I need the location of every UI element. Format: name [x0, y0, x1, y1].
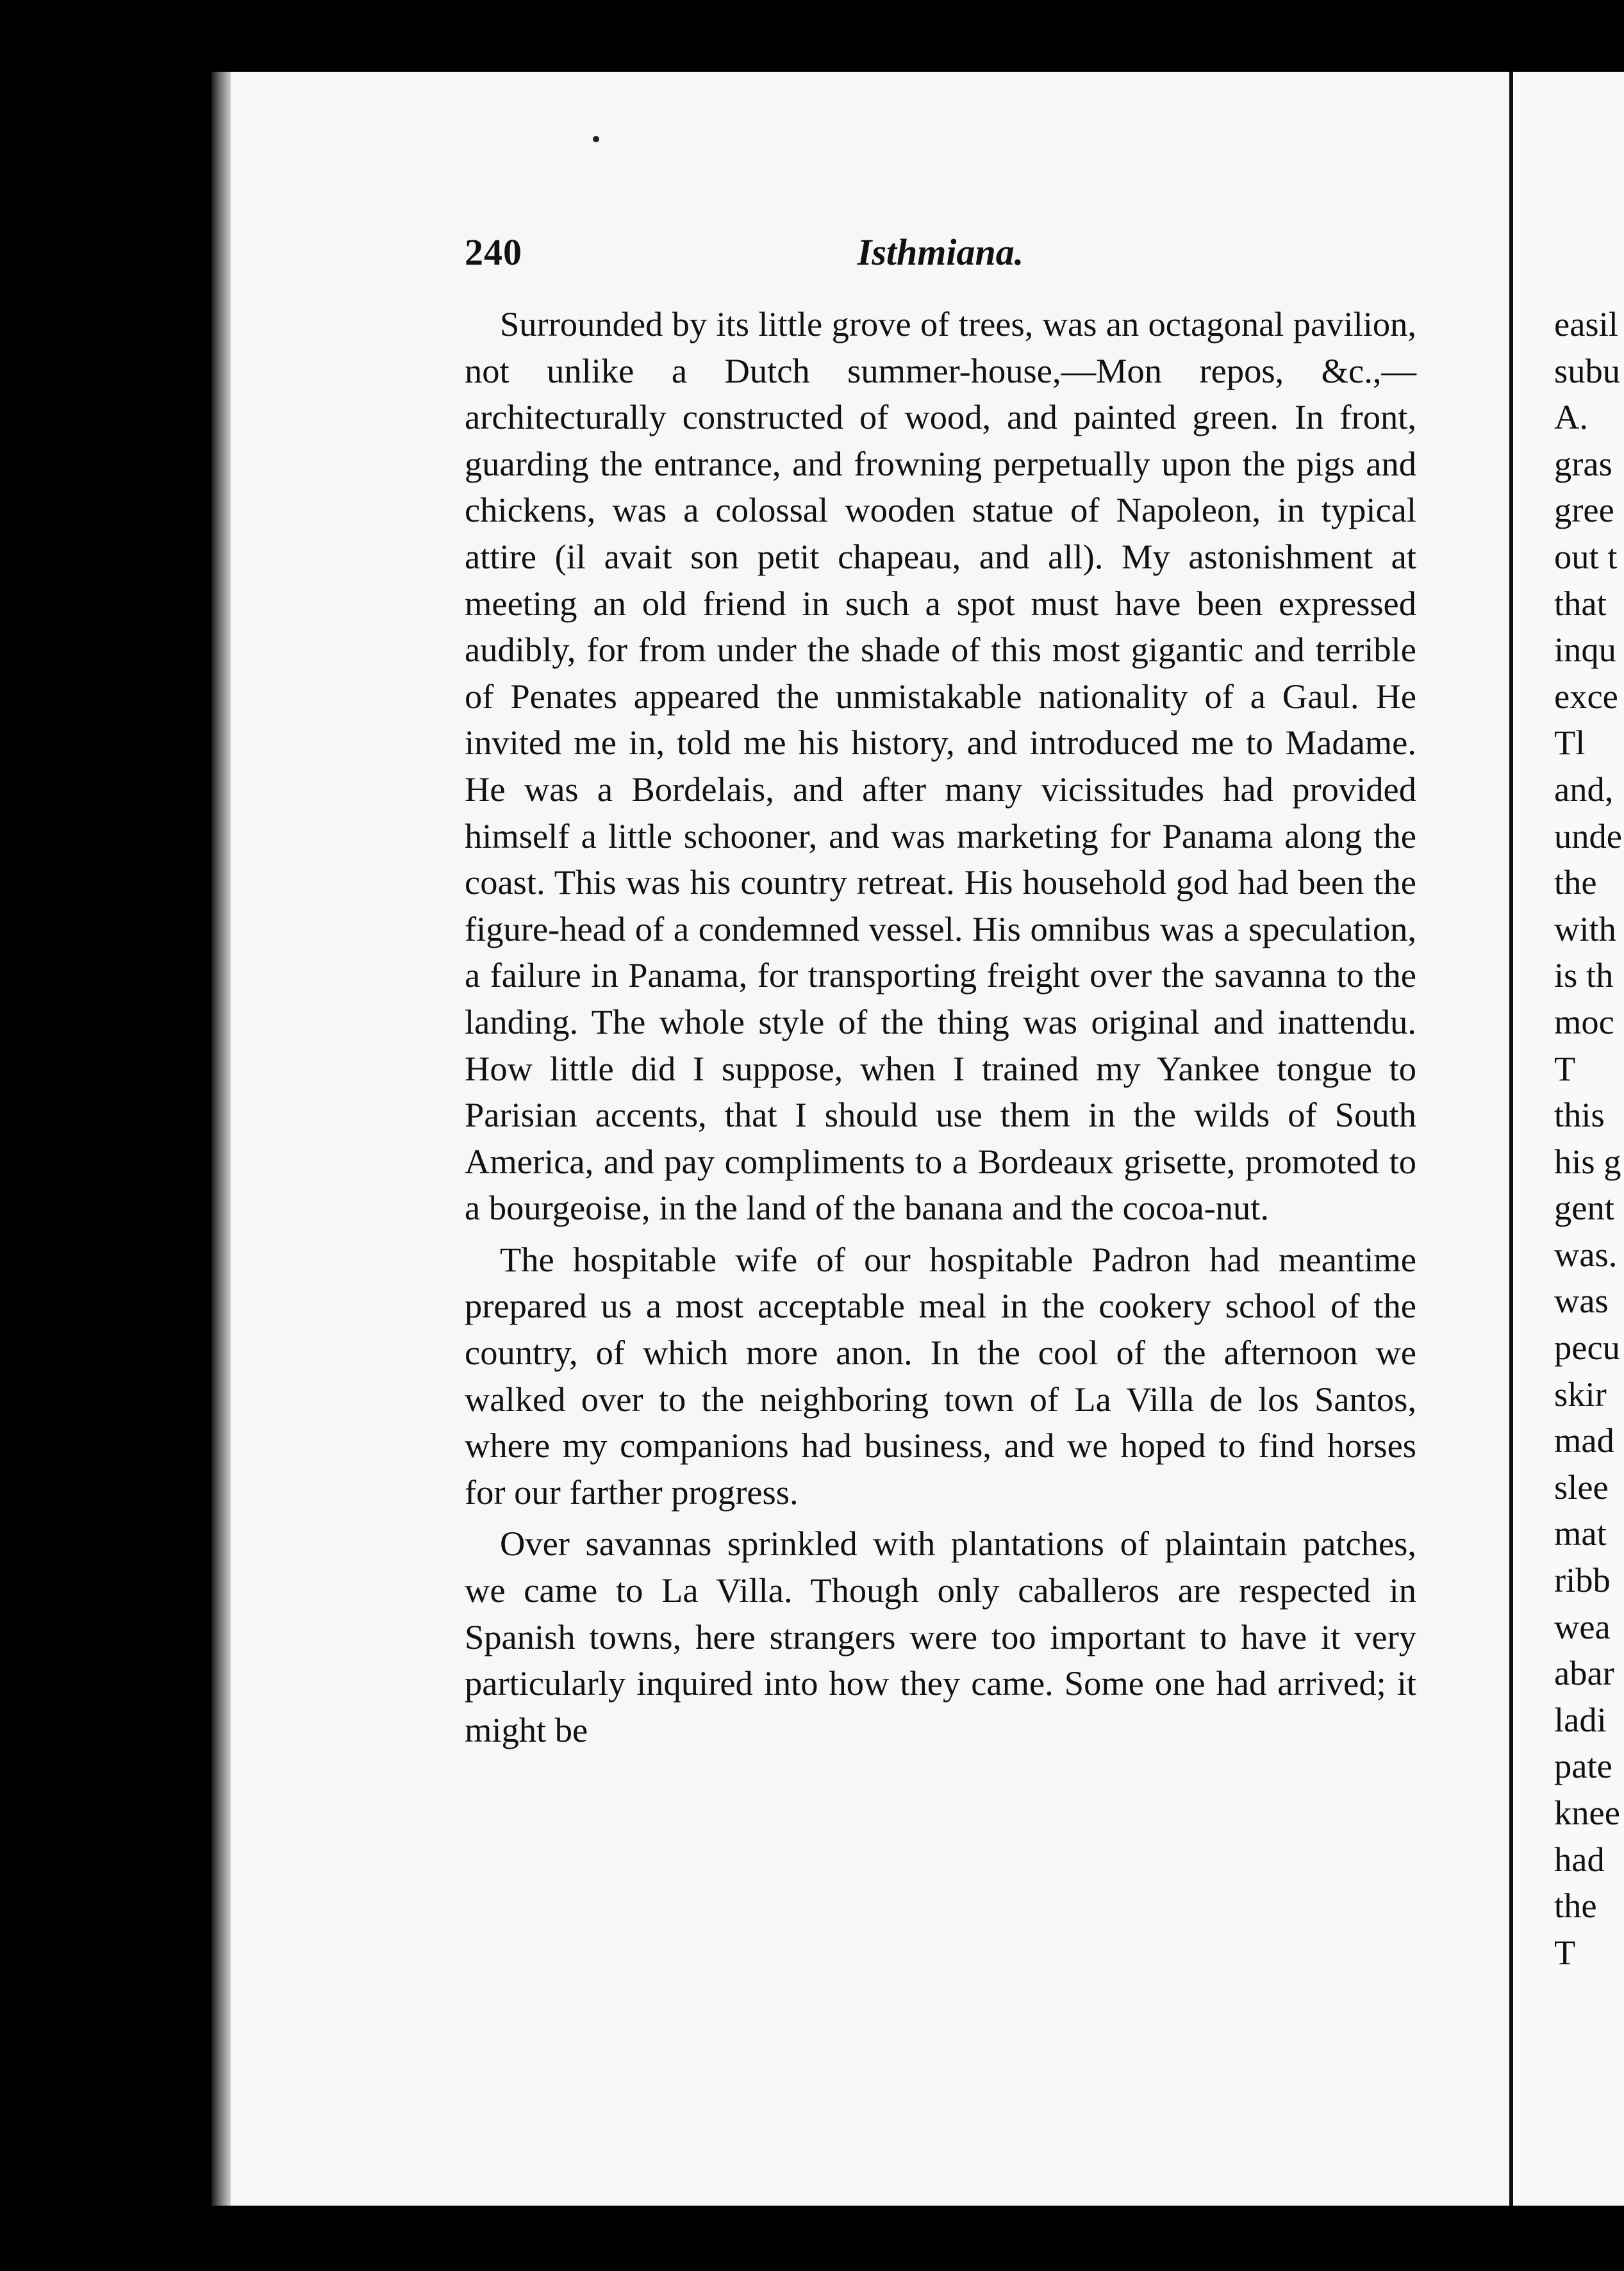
right-page-text	[1554, 301, 1624, 1976]
paragraph: Over savannas sprinkled with plantations of plaintain patches, we came to La Villa. Though only caballeros are respected in Spanish towns, here strangers were too important to have it very particularly inquired into how they came. Some one had arrived; it might be	[465, 1524, 1416, 1749]
paragraph: The hospitable wife of our hospitable Padron had meantime prepared us a most acceptable meal in the cookery school of the country, of which more anon. In the cool of the afternoon we walked over to the neighboring town of La Villa de los Santos, where my companions had business, and we hoped to find horses for our farther progress.	[465, 1239, 1416, 1512]
paragraph: Surrounded by its little grove of trees, was an octagonal pavilion, not unlike a Dutch summer-house,—Mon repos, &c.,—architecturally constructed of wood, and painted green. In front, guarding the entrance, and frowning perpetually upon the pigs and chickens, was a colossal wooden statue of Napoleon, in typical attire (il avait son petit chapeau, and all). My astonishment at meeting an old friend in such a spot must have been expressed audibly, for from under the shade of this most gigantic and terrible of Penates appeared the unmistakable nationality of a Gaul. He invited me in, told me his history, and introduced me to Madame. He was a Bordelais, and after many vicissitudes had provided himself a little schooner, and was marketing for Panama along the coast. This was his country retreat. His household god had been the figure-head of a condemned vessel. His omnibus was a speculation, a failure in Panama, for transporting freight over the savanna to the landing. The whole style of the thing was original and inattendu. How little did I suppose, when I trained my Yankee tongue to Parisian accents, that I should use them in the wilds of South America, and pay compliments to a Bordeaux grisette, promoted to a bourgeoise, in the land of the banana and the cocoa-nut.	[465, 304, 1416, 1228]
right-page-line: this	[1554, 1095, 1605, 1135]
right-page-line: was	[1554, 1281, 1609, 1321]
right-page-line: was.	[1554, 1234, 1618, 1274]
right-page-line: gree	[1554, 490, 1614, 530]
right-page-line: Tl	[1554, 723, 1586, 763]
ink-speck	[593, 136, 599, 142]
right-page-line: slee	[1554, 1467, 1609, 1507]
right-page-line: and,	[1554, 769, 1614, 809]
right-page-line: pecu	[1554, 1328, 1620, 1367]
right-page-line: exce	[1554, 676, 1618, 716]
right-page-line: the	[1554, 1886, 1597, 1926]
right-page-line: pate	[1554, 1746, 1612, 1786]
right-page-line: gras	[1554, 443, 1612, 483]
right-page-line: easil	[1554, 304, 1618, 343]
right-page-line: abar	[1554, 1653, 1614, 1693]
book-binding	[211, 72, 231, 2206]
right-page-line: ladi	[1554, 1699, 1607, 1739]
right-page-line: out t	[1554, 536, 1618, 576]
right-page-line: with	[1554, 909, 1616, 948]
page-number: 240	[465, 231, 522, 273]
right-page-line: is th	[1554, 955, 1614, 995]
right-page-line: mad	[1554, 1421, 1614, 1460]
right-page-line: had	[1554, 1839, 1605, 1879]
right-page-line: ribb	[1554, 1560, 1611, 1600]
right-page-line: T	[1554, 1048, 1576, 1088]
right-page-line: knee	[1554, 1793, 1620, 1832]
right-page-line: skir	[1554, 1374, 1607, 1414]
right-page-line: unde	[1554, 816, 1622, 855]
right-page-line: moc	[1554, 1002, 1614, 1041]
body-text	[465, 301, 1416, 1753]
right-page-line: inqu	[1554, 630, 1616, 670]
right-page-line: his g	[1554, 1141, 1621, 1181]
right-page-line: gent	[1554, 1188, 1614, 1228]
right-page-line: A.	[1554, 397, 1588, 437]
right-page-line: mat	[1554, 1514, 1607, 1553]
running-title: Isthmiana.	[857, 231, 1024, 273]
right-page-line: subu	[1554, 351, 1620, 390]
right-page-line: T	[1554, 1932, 1576, 1972]
right-page-line: wea	[1554, 1606, 1611, 1646]
right-page-line: that	[1554, 583, 1607, 623]
right-page-line: the	[1554, 863, 1597, 902]
